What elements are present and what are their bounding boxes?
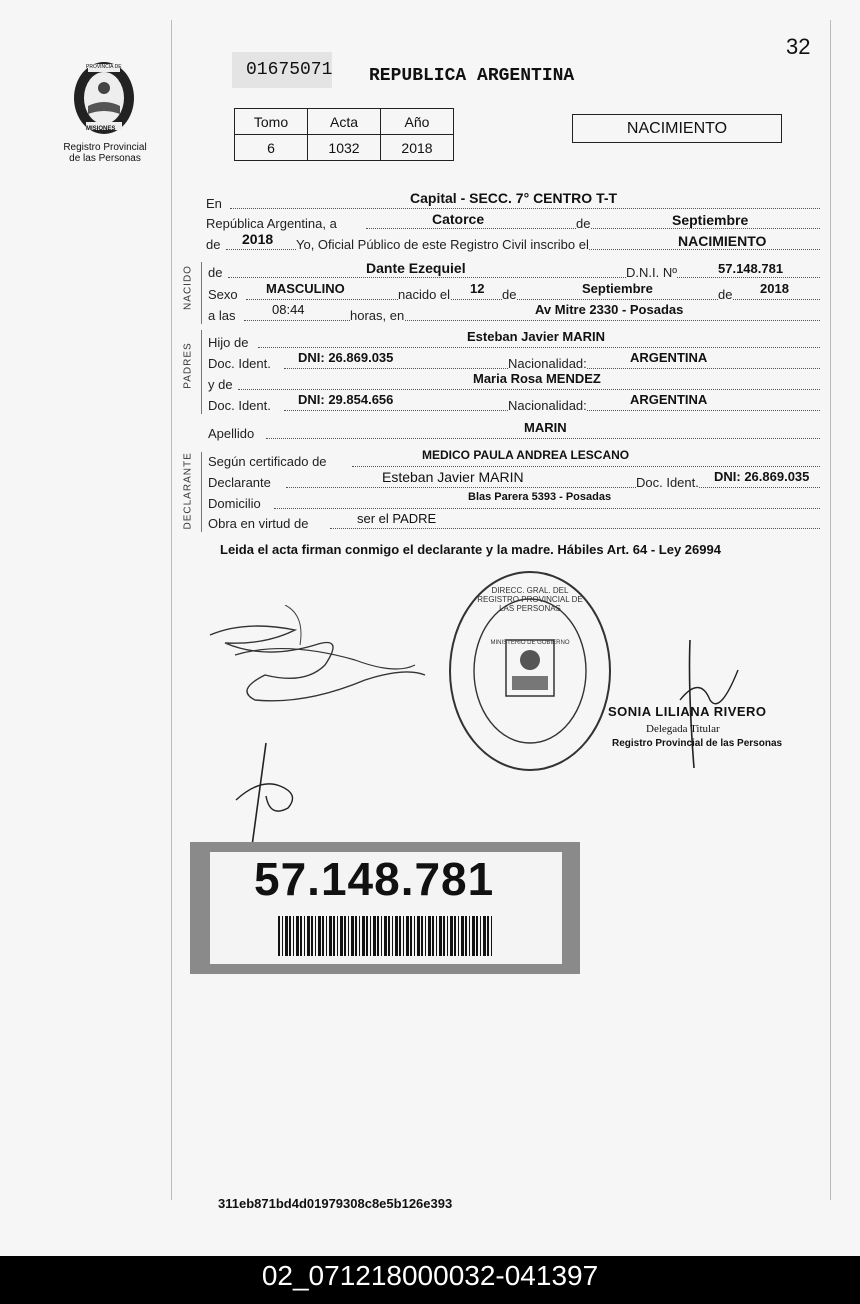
label-de-2: de (206, 237, 221, 252)
line-republica (366, 228, 820, 229)
label-nacionalidad-padre: Nacionalidad: (508, 356, 587, 371)
official-signature-icon (660, 630, 750, 770)
document-type-box: NACIMIENTO (572, 114, 782, 143)
line-nombre (228, 277, 820, 278)
value-domicilio: Blas Parera 5393 - Posadas (468, 491, 612, 503)
value-tipo-inscripcion: NACIMIENTO (678, 233, 767, 249)
side-label-declarante: DECLARANTE (182, 452, 194, 530)
label-segun-cert: Según certificado de (208, 454, 327, 469)
declarante-section-rule (201, 452, 202, 532)
value-declarante-dni: DNI: 26.869.035 (714, 469, 810, 484)
value-sexo: MASCULINO (266, 281, 345, 296)
value-dia-nac: 12 (470, 281, 485, 296)
left-margin-rule (171, 20, 172, 1200)
line-sexo (246, 299, 820, 300)
label-nacionalidad-madre: Nacionalidad: (508, 398, 587, 413)
label-de-4: de (718, 287, 733, 302)
line-obra (330, 528, 820, 529)
line-apellido (266, 438, 820, 439)
label-horas-en: horas, en (350, 308, 405, 323)
line-padre (258, 347, 820, 348)
value-anio: 2018 (381, 135, 454, 161)
value-lugar: Capital - SECC. 7° CENTRO T-T (410, 190, 618, 206)
barcode-icon (278, 916, 494, 956)
label-doc-ident-declarante: Doc. Ident. (636, 475, 699, 490)
header-anio: Año (381, 109, 454, 135)
padres-section-rule (201, 330, 202, 414)
page-number: 32 (786, 34, 811, 59)
value-nombre: Dante Ezequiel (366, 260, 466, 276)
document-hash: 311eb871bd4d01979308c8e5b126e393 (218, 1196, 453, 1211)
label-declarante: Declarante (208, 475, 271, 490)
line-en (230, 208, 820, 209)
label-a-las: a las (208, 308, 236, 323)
value-mes-inscripcion: Septiembre (672, 212, 749, 228)
value-dia-texto: Catorce (432, 211, 485, 227)
seal-text: DIRECC. GRAL. DEL REGISTRO PROVINCIAL DE LAS PERSONAS (477, 586, 583, 613)
official-name: SONIA LILIANA RIVERO (608, 704, 767, 719)
emblem-bottom-text: MISIONES (86, 126, 116, 132)
serial-number: 01675071 (246, 60, 333, 80)
label-dni: D.N.I. Nº (626, 265, 677, 280)
value-madre-nac: ARGENTINA (630, 392, 708, 407)
value-madre-dni: DNI: 29.854.656 (298, 392, 394, 407)
declarant-signature-icon (205, 605, 435, 715)
emblem-top-text: PROVINCIA DE (86, 64, 122, 70)
country-title: REPUBLICA ARGENTINA (369, 66, 575, 86)
header-tomo: Tomo (235, 109, 308, 135)
line-madre (238, 389, 820, 390)
label-nacido-el: nacido el (398, 287, 451, 302)
side-label-nacido: NACIDO (182, 265, 194, 310)
label-de-1: de (576, 216, 591, 231)
registry-caption (40, 142, 170, 164)
label-de-nombre: de (208, 265, 223, 280)
side-label-padres: PADRES (182, 342, 194, 389)
label-doc-ident-madre: Doc. Ident. (208, 398, 271, 413)
value-certificado: MEDICO PAULA ANDREA LESCANO (422, 448, 630, 462)
label-obra: Obra en virtud de (208, 516, 309, 531)
label-doc-ident-padre: Doc. Ident. (208, 356, 271, 371)
value-tomo: 6 (235, 135, 308, 161)
record-table (234, 108, 454, 161)
closing-text: Leida el acta firman conmigo el declarante y la madre. Hábiles Art. 64 - Ley 26994 (220, 542, 721, 557)
label-republica: República Argentina, a (206, 216, 337, 231)
line-declarante (286, 487, 820, 488)
initial-signature-icon (230, 738, 310, 848)
nacido-section-rule (201, 262, 202, 324)
value-padre-dni: DNI: 26.869.035 (298, 350, 394, 365)
label-de-3: de (502, 287, 517, 302)
value-mes-nac: Septiembre (582, 281, 653, 296)
label-yo-oficial: Yo, Oficial Público de este Registro Civil inscribo el (296, 237, 589, 252)
registry-caption-line1: Registro Provincial (63, 142, 147, 153)
official-title: Delegada Titular (646, 723, 720, 735)
value-hora: 08:44 (272, 302, 305, 317)
header-acta: Acta (308, 109, 381, 135)
label-hijo-de: Hijo de (208, 335, 249, 350)
sticker-number: 57.148.781 (254, 853, 495, 905)
value-dni: 57.148.781 (718, 261, 784, 276)
value-madre: Maria Rosa MENDEZ (473, 371, 601, 386)
label-en: En (206, 196, 222, 211)
line-hora (244, 320, 820, 321)
value-obra: ser el PADRE (357, 511, 437, 526)
value-anio-inscripcion: 2018 (242, 231, 274, 247)
value-padre-nac: ARGENTINA (630, 350, 708, 365)
label-domicilio: Domicilio (208, 496, 261, 511)
registry-caption-line2: de las Personas (69, 153, 141, 164)
official-office: Registro Provincial de las Personas (612, 738, 783, 749)
line-domicilio (274, 508, 820, 509)
footer-code: 02_071218000032-041397 (0, 1256, 860, 1304)
label-sexo: Sexo (208, 287, 238, 302)
line-certificado (352, 466, 820, 467)
value-lugar-nac: Av Mitre 2330 - Posadas (535, 302, 684, 317)
label-apellido: Apellido (208, 426, 255, 441)
value-anio-nac: 2018 (760, 281, 789, 296)
value-declarante: Esteban Javier MARIN (382, 469, 524, 485)
right-margin-rule (830, 20, 831, 1200)
label-y-de: y de (208, 377, 233, 392)
value-apellido: MARIN (524, 420, 567, 435)
seal-inner-text: MINISTERIO DE GOBIERNO (490, 640, 570, 646)
value-acta: 1032 (308, 135, 381, 161)
value-padre: Esteban Javier MARIN (467, 329, 605, 344)
